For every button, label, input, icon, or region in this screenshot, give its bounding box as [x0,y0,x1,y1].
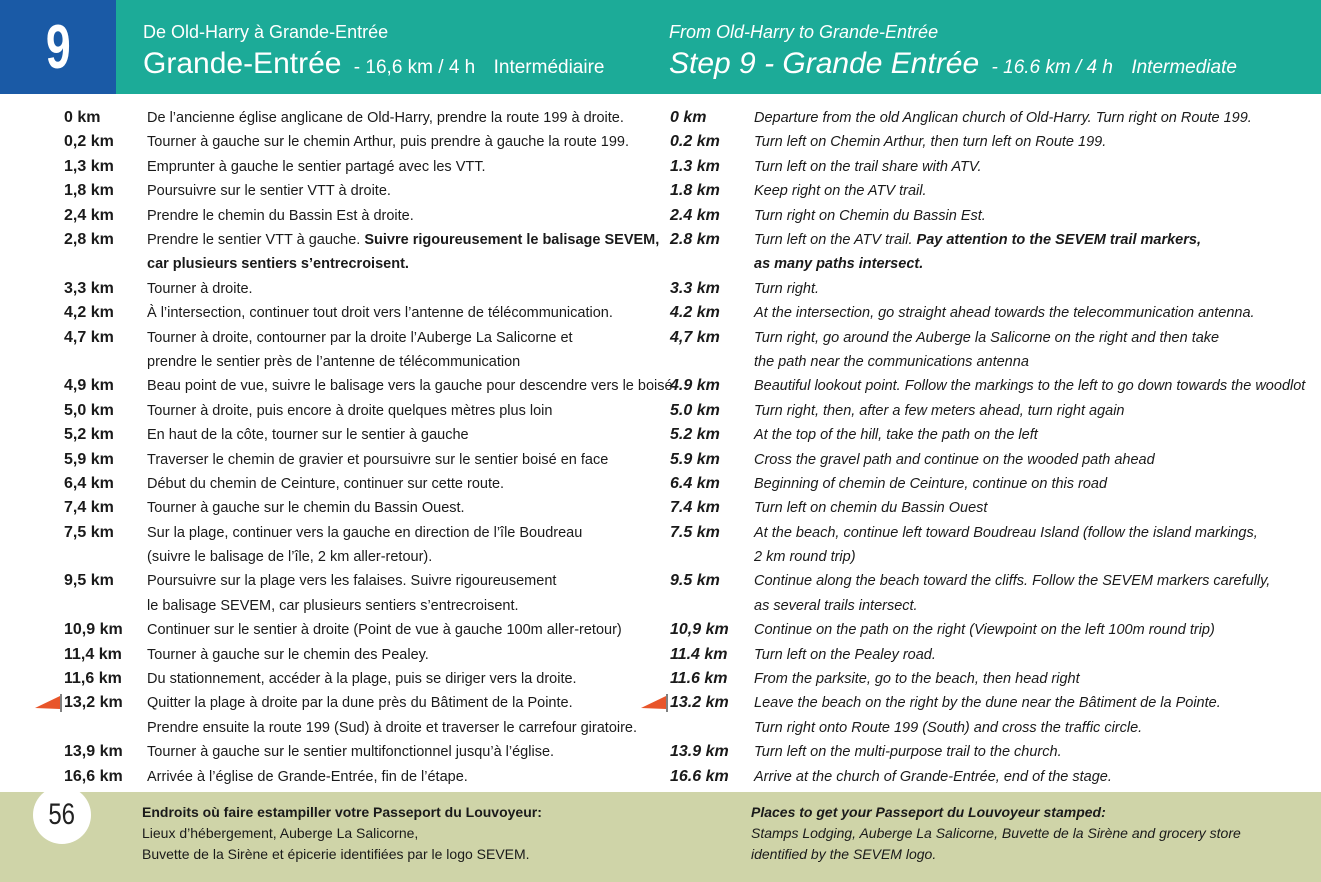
french-step-text [147,667,577,691]
french-step-distance: 1,8 km [64,182,114,200]
french-step-text [147,691,637,740]
english-step-line [754,350,1219,374]
english-step-text [754,740,1062,764]
french-step-line-text: Tourner à droite, contourner par la droite l’Auberge La Salicorne et [147,329,573,346]
french-step-distance: 3,3 km [64,279,114,297]
english-step-distance: 0.2 km [670,133,720,151]
english-step-text [754,179,926,203]
english-step-line [754,521,1258,545]
french-step-line-text: Prendre le chemin du Bassin Est à droite. [147,207,414,224]
french-step-line [147,350,573,374]
english-step-distance: 1.3 km [670,157,720,175]
french-step-text [147,301,613,325]
english-step-line-text: Beautiful lookout point. Follow the markings to the left to go down towards the woodlot [754,378,1306,395]
french-step-distance: 6,4 km [64,474,114,492]
french-step-line [147,252,659,276]
english-step-line-text: Turn left on the Pealey road. [754,646,936,663]
french-step-line-text: le balisage SEVEM, car plusieurs sentiers s’entrecroisent. [147,597,519,614]
french-step-text [147,106,624,130]
english-step-line [754,594,1270,618]
english-step-text [754,155,982,179]
orange-flag-icon [33,694,63,712]
french-step-line [147,618,622,642]
french-step-line [147,691,637,715]
french-step-line [147,448,608,472]
french-step-distance: 5,2 km [64,426,114,444]
french-step-line [147,569,556,593]
french-step-line [147,496,465,520]
english-step-line-text: as several trails intersect. [754,597,918,614]
english-step-line-text: Cross the gravel path and continue on the wooded path ahead [754,451,1155,468]
french-step-distance: 0 km [64,109,101,126]
english-step-distance: 5.0 km [670,401,720,419]
french-step-line [147,228,659,252]
english-step-text [754,496,987,520]
flag-cloth [35,696,60,709]
english-step-line [754,667,1080,691]
english-step-line-text: At the intersection, go straight ahead towards the telecommunication antenna. [754,305,1255,322]
english-step-distance: 2.8 km [670,230,720,248]
french-step-line-text: Arrivée à l’église de Grande-Entrée, fin de l’étape. [147,768,468,785]
french-step-line [147,130,629,154]
english-step-line-text: Turn right, go around the Auberge la Salicorne on the right and then take [754,329,1220,346]
french-step-line [147,765,468,789]
english-step-line-text: Leave the beach on the right by the dune near the Bâtiment de la Pointe. [754,695,1221,712]
french-step-line [147,155,486,179]
english-level: Intermediate [1131,57,1237,78]
french-step-distance: 9,5 km [64,572,114,590]
french-step-distance: 0,2 km [64,133,114,151]
stage-number-box [0,0,116,94]
english-step-line [754,106,1252,130]
english-step-line [754,228,1201,252]
french-step-text [147,472,504,496]
french-step-line-text: Continuer sur le sentier à droite (Point de vue à gauche 100m aller-retour) [147,622,622,639]
english-step-distance: 9.5 km [670,572,720,590]
english-step-distance: 2.4 km [670,206,720,224]
english-step-line [754,569,1270,593]
english-stamp-info [751,802,1241,865]
french-step-text [147,521,582,570]
english-step-line [754,496,987,520]
french-step-distance: 13,2 km [64,694,123,712]
english-step-text [754,472,1107,496]
english-step-text [754,765,1112,789]
french-step-line [147,667,577,691]
french-stamp-title: Endroits où faire estampiller votre Passeport du Louvoyeur: [142,804,542,820]
english-step-line [754,545,1258,569]
english-step-distance: 0 km [670,109,707,126]
english-step-distance: 3.3 km [670,279,720,297]
english-step-text [754,667,1080,691]
english-step-text [754,691,1221,740]
french-step-line [147,374,673,398]
english-step-line-text: 2 km round trip) [754,549,856,566]
french-step-distance: 1,3 km [64,157,114,175]
french-step-line [147,423,469,447]
french-step-distance: 7,5 km [64,523,114,541]
french-step-text [147,496,465,520]
english-step-line [754,277,819,301]
french-step-line-text: En haut de la côte, tourner sur le sentier à gauche [147,427,469,444]
english-step-distance: 11.6 km [670,670,728,688]
english-step-line-text: Turn left on the multi-purpose trail to the church. [754,744,1062,761]
english-step-line [754,740,1062,764]
french-step-distance: 7,4 km [64,499,114,517]
french-stamp-line-2: Buvette de la Sirène et épicerie identifiées par le logo SEVEM. [142,846,530,862]
english-step-line-text: Turn left on chemin du Bassin Ouest [754,500,988,517]
english-step-distance: 16.6 km [670,767,729,785]
english-step-line-text: Turn right onto Route 199 (South) and cross the traffic circle. [754,719,1143,736]
english-step-distance: 7.5 km [670,523,720,541]
english-step-text [754,130,1106,154]
stage-number: 9 [45,12,71,82]
french-title: Grande-Entrée [143,47,342,80]
english-step-distance: 4.9 km [670,377,720,395]
french-step-text [147,228,659,277]
english-subtitle: From Old-Harry to Grande-Entrée [669,22,939,42]
french-step-line-text: Prendre le sentier VTT à gauche. [147,231,365,248]
french-step-line [147,301,613,325]
french-step-text [147,277,253,301]
french-title-line [143,44,604,88]
english-step-distance: 5.2 km [670,426,720,444]
english-step-line [754,691,1221,715]
french-step-distance: 5,9 km [64,450,114,468]
english-step-line [754,130,1106,154]
english-step-line [754,448,1155,472]
french-step-line-text: De l’ancienne église anglicane de Old-Harry, prendre la route 199 à droite. [147,110,624,126]
english-step-emphasis: Pay attention to the SEVEM trail markers, [916,231,1201,248]
english-step-line-text: Continue along the beach toward the cliffs. Follow the SEVEM markers carefully, [754,573,1271,590]
french-distance-time: - 16,6 km / 4 h [353,57,476,78]
english-step-text [754,374,1305,398]
french-step-line-text: Traverser le chemin de gravier et poursuivre sur le sentier boisé en face [147,451,609,468]
english-step-text [754,521,1258,570]
french-step-distance: 4,2 km [64,304,114,322]
french-step-line [147,179,391,203]
french-step-distance: 13,9 km [64,743,123,761]
french-subtitle: De Old-Harry à Grande-Entrée [143,22,389,42]
english-step-line-text: At the top of the hill, take the path on the left [754,427,1038,444]
french-level: Intermédiaire [493,57,605,78]
english-step-line-text: Turn left on the trail share with ATV. [754,158,982,175]
french-step-line [147,204,414,228]
english-step-line-text: Keep right on the ATV trail. [754,183,927,200]
english-step-line [754,326,1219,350]
page-number-circle [33,786,91,844]
french-step-line [147,106,624,130]
english-title-line [669,44,1237,88]
english-step-distance: 10,9 km [670,621,729,639]
french-step-distance: 2,8 km [64,230,114,248]
english-step-line [754,179,926,203]
french-step-line-text: Quitter la plage à droite par la dune près du Bâtiment de la Pointe. [147,695,573,712]
french-step-line-text: Tourner à gauche sur le sentier multifonctionnel jusqu’à l’église. [147,744,555,761]
french-step-line-text: Poursuivre sur la plage vers les falaises. Suivre rigoureusement [147,573,557,590]
english-step-text [754,228,1201,277]
french-step-line [147,277,253,301]
french-step-emphasis: Suivre rigoureusement le balisage SEVEM, [364,231,660,248]
french-step-line [147,399,552,423]
english-step-line [754,252,1201,276]
french-step-text [147,643,429,667]
french-step-line [147,545,582,569]
french-step-line [147,521,582,545]
french-step-line-text: Poursuivre sur le sentier VTT à droite. [147,183,391,200]
english-step-distance: 4,7 km [670,328,720,346]
english-step-text [754,643,936,667]
english-step-distance: 6.4 km [670,474,720,492]
english-step-line [754,423,1038,447]
french-step-line-text: Tourner à droite. [147,280,253,297]
english-step-distance: 7.4 km [670,499,720,517]
english-step-distance: 5.9 km [670,450,720,468]
english-step-text [754,423,1038,447]
english-step-text [754,301,1255,325]
french-step-line [147,472,504,496]
french-step-line-text: Beau point de vue, suivre le balisage vers la gauche pour descendre vers le boisé [147,378,673,395]
french-step-line-text: (suivre le balisage de l’île, 2 km aller-retour). [147,549,433,566]
english-step-line-text: Turn left on the ATV trail. [754,231,917,248]
english-step-distance: 13.2 km [670,694,729,712]
english-step-line-text: Departure from the old Anglican church of Old-Harry. Turn right on Route 199. [754,110,1252,126]
french-step-line-text: Début du chemin de Ceinture, continuer sur cette route. [147,475,505,492]
french-step-distance: 11,4 km [64,645,122,663]
english-step-line [754,399,1125,423]
header-band [0,0,1321,94]
french-step-text [147,179,391,203]
french-stamp-line-1: Lieux d’hébergement, Auberge La Salicorne, [142,825,419,841]
french-step-text [147,326,573,375]
english-step-line-text: Turn left on Chemin Arthur, then turn left on Route 199. [754,134,1107,151]
english-step-distance: 13.9 km [670,743,729,761]
english-step-line [754,374,1305,398]
french-step-line [147,594,556,618]
english-distance-time: - 16.6 km / 4 h [991,57,1113,78]
french-step-text [147,399,552,423]
french-step-text [147,618,622,642]
french-step-emphasis: car plusieurs sentiers s’entrecroisent. [147,256,409,273]
english-step-line [754,716,1221,740]
french-step-distance: 10,9 km [64,621,123,639]
english-step-line-text: From the parksite, go to the beach, then head right [754,671,1080,688]
english-step-text [754,569,1270,618]
french-step-line [147,643,429,667]
english-step-line [754,472,1107,496]
english-step-distance: 11.4 km [670,645,728,663]
english-step-line-text: Turn right, then, after a few meters ahead, turn right again [754,402,1125,419]
english-step-line [754,643,936,667]
english-step-text [754,204,986,228]
french-step-line-text: Emprunter à gauche le sentier partagé avec les VTT. [147,158,486,175]
french-stamp-info [142,802,542,865]
english-step-line [754,765,1112,789]
french-step-text [147,448,608,472]
english-step-text [754,326,1219,375]
english-step-text [754,399,1125,423]
french-step-distance: 11,6 km [64,670,122,688]
french-step-line-text: prendre le sentier près de l’antenne de télécommunication [147,353,521,370]
english-step-line-text: Arrive at the church of Grande-Entrée, end of the stage. [754,768,1112,785]
english-step-line-text: the path near the communications antenna [754,353,1029,370]
english-stamp-line-2: identified by the SEVEM logo. [751,846,937,862]
english-step-line-text: At the beach, continue left toward Boudreau Island (follow the island markings, [754,524,1258,541]
english-step-line [754,155,982,179]
french-step-line-text: Prendre ensuite la route 199 (Sud) à droite et traverser le carrefour giratoire. [147,719,638,736]
english-step-distance: 1.8 km [670,182,720,200]
french-step-line-text: Tourner à gauche sur le chemin des Pealey. [147,646,429,663]
english-step-line [754,204,986,228]
english-step-distance: 4.2 km [670,304,720,322]
english-step-line-text: Beginning of chemin de Ceinture, continue on this road [754,475,1108,492]
english-step-text [754,618,1215,642]
french-step-distance: 5,0 km [64,401,114,419]
french-step-line [147,740,554,764]
english-step-line-text: Continue on the path on the right (Viewpoint on the left 100m round trip) [754,622,1215,639]
french-step-text [147,765,468,789]
english-step-text [754,106,1252,130]
english-stamp-title: Places to get your Passeport du Louvoyeur stamped: [751,804,1106,820]
french-step-text [147,130,629,154]
english-step-line [754,301,1255,325]
french-heading [143,20,604,88]
french-step-text [147,740,554,764]
page-number: 56 [48,798,76,831]
french-step-text [147,204,414,228]
flag-cloth [641,696,666,709]
french-step-text [147,569,556,618]
french-step-distance: 16,6 km [64,767,123,785]
english-step-text [754,277,819,301]
french-step-line-text: Du stationnement, accéder à la plage, puis se diriger vers la droite. [147,671,577,688]
orange-flag-icon [639,694,669,712]
french-step-line [147,326,573,350]
english-step-line-text: Turn right on Chemin du Bassin Est. [754,207,986,224]
english-heading [669,20,1237,88]
french-step-text [147,374,673,398]
french-step-line [147,716,637,740]
english-title: Step 9 - Grande Entrée [669,47,980,80]
french-step-text [147,155,486,179]
french-step-line-text: Sur la plage, continuer vers la gauche en direction de l’île Boudreau [147,524,583,541]
french-step-distance: 2,4 km [64,206,114,224]
english-step-text [754,448,1155,472]
english-stamp-line-1: Stamps Lodging, Auberge La Salicorne, Buvette de la Sirène and grocery store [751,825,1241,841]
english-step-line-text: Turn right. [754,280,820,297]
french-step-distance: 4,7 km [64,328,114,346]
english-step-emphasis: as many paths intersect. [754,256,924,273]
french-step-distance: 4,9 km [64,377,114,395]
french-step-text [147,423,469,447]
english-step-line [754,618,1215,642]
french-step-line-text: Tourner à gauche sur le chemin du Bassin Ouest. [147,500,465,517]
french-step-line-text: Tourner à droite, puis encore à droite quelques mètres plus loin [147,402,553,419]
french-step-line-text: À l’intersection, continuer tout droit vers l’antenne de télécommunication. [147,305,613,322]
french-step-line-text: Tourner à gauche sur le chemin Arthur, puis prendre à gauche la route 199. [147,134,630,151]
